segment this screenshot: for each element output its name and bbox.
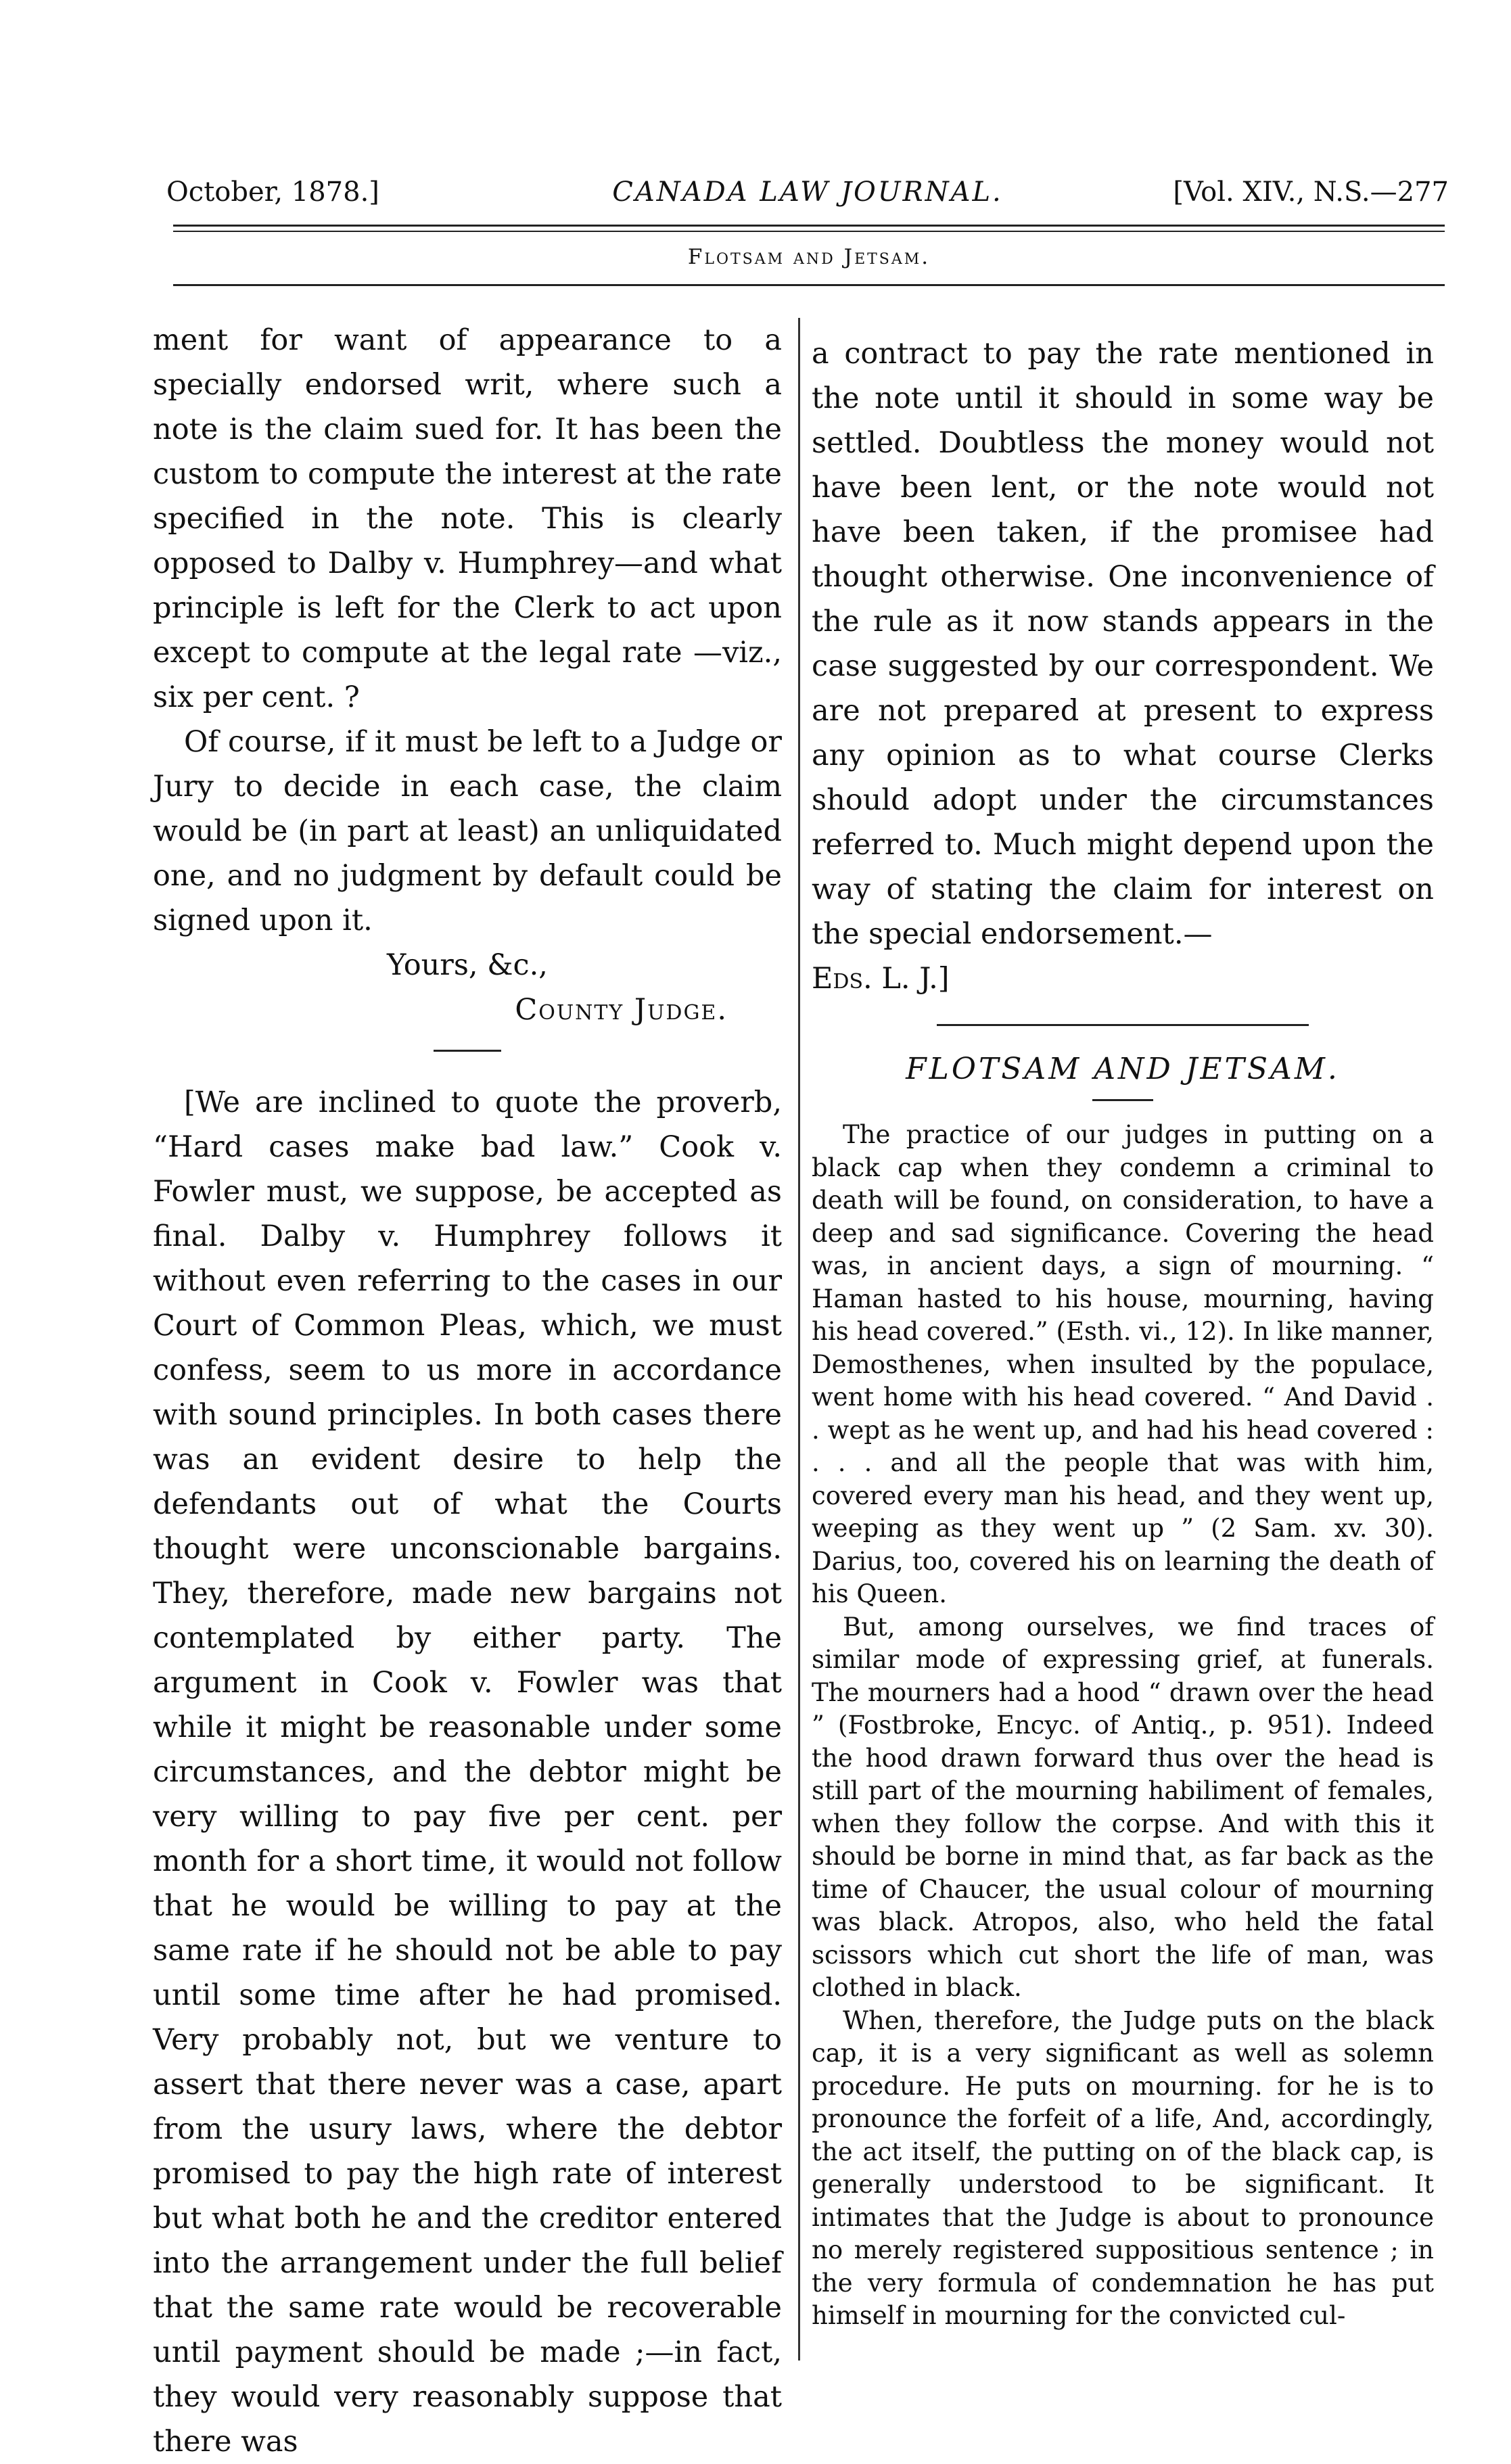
editor-note-paragraph: [We are inclined to quote the proverb, “Hard cases make bad law.” Cook v. Fowler must, we suppose, be accepted as final. Dalby v. Humphrey follows it without even referring to the cases in our Court of Common Pleas, which, we must confess, seem to us more in accordance with sound principles. In both cases there was an evident desire to help the defendants out of what the Courts thought were unconscionable bargains. They, therefore, made new bargains not contemplated by either party. The argument in Cook v. Fowler was that while it might be reasonable under some circumstances, and the debtor might be very willing to pay five per cent. per month for a short time, it would not follow that he would be willing to pay at the same rate if he should not be able to pay until some time after he had promised. Very probably not, but we venture to assert that there never was a case, apart from the usury laws, where the debtor promised to pay the high rate of interest but what both he and the creditor entered into the arrangement under the full belief that the same rate would be recoverable until payment should be made ;—in fact, they would very reasonably suppose that there was xyxy=(153,1086,782,2459)
section-rule xyxy=(173,284,1445,286)
header-rule-bottom xyxy=(173,231,1445,232)
page-header xyxy=(166,166,1449,220)
article-title-rule xyxy=(1092,1099,1153,1101)
header-journal-title: CANADA LAW JOURNAL. xyxy=(612,177,1003,208)
article-paragraph-2: But, among ourselves, we find traces of similar mode of expressing grief, at funerals. The mourners had a hood “ drawn over the head ” (Fostbroke, Encyc. of Antiq., p. 951). Indeed the hood drawn forward thus over the head is still part of the mourning habiliment of females, when they follow the corpse. And with this it should be borne in mind that, as far back as the time of Chaucer, the usual colour of mourning was black. Atropos, also, who held the fatal scissors which cut short the life of man, was clothed in black. xyxy=(812,1612,1434,2002)
letter-signature: County Judge. xyxy=(515,993,728,1027)
letter-closing: Yours, &c., xyxy=(387,948,548,982)
header-date: October, 1878.] xyxy=(166,177,379,208)
right-column xyxy=(812,331,1434,2333)
article-title: FLOTSAM AND JETSAM. xyxy=(906,1052,1340,1086)
running-section-title: Flotsam and Jetsam. xyxy=(687,245,931,269)
article-paragraph-1: The practice of our judges in putting on a black cap when they condemn a criminal to death will be found, on consideration, to have a deep and sad significance. Covering the head was, in ancient days, a sign of mourning. “ Haman hasted to his house, mourning, having his head covered.” (Esth. vi., 12). In like manner, Demosthenes, when insulted by the populace, went home with his head covered. “ And David . . wept as he went up, and had his head covered : . . . and all the people that was with him, covered every man his head, and they went up, weeping as they went up ” (2 Sam. xv. 30). Darius, too, covered his on learning the death of his Queen. xyxy=(812,1120,1434,1608)
header-rule-top xyxy=(173,225,1445,227)
column-divider xyxy=(798,318,800,2361)
letter-paragraph-2: Of course, if it must be left to a Judge or Jury to decide in each case, the claim would be (in part at least) an unliquidated one, and no judgment by default could be signed upon it. xyxy=(153,725,782,937)
header-volume-page: [Vol. XIV., N.S.—277 xyxy=(1173,177,1449,208)
editor-note-signature: Eds. L. J.] xyxy=(812,962,950,996)
editor-note-continuation: a contract to pay the rate mentioned in the note until it should in some way be settled. Doubtless the money would not have been lent, or the note would not have been taken, if the promisee had thought otherwise. One inconvenience of the rule as it now stands appears in the case suggested by our correspondent. We are not prepared at present to express any opinion as to what course Clerks should adopt under the circumstances referred to. Much might depend upon the way of stating the claim for interest on the special endorsement.— xyxy=(812,337,1434,951)
letter-paragraph-1: ment for want of appearance to a specially endorsed writ, where such a note is the claim sued for. It has been the custom to compute the interest at the rate specified in the note. This is clearly opposed to Dalby v. Humphrey—and what principle is left for the Clerk to act upon except to compute at the legal rate —viz., six per cent. ? xyxy=(153,323,782,714)
editor-note-separator xyxy=(434,1050,501,1052)
article-paragraph-3: When, therefore, the Judge puts on the black cap, it is a very significant as well as solemn procedure. He puts on mourning. for he is to pronounce the forfeit of a life, And, accordingly, the act itself, the putting on of the black cap, is generally understood to be significant. It intimates that the Judge is about to pronounce no merely registered suppositious sentence ; in the very formula of condemnation he has put himself in mourning for the convicted cul- xyxy=(812,2005,1434,2330)
left-column xyxy=(153,318,782,2464)
article-separator xyxy=(937,1024,1309,1026)
